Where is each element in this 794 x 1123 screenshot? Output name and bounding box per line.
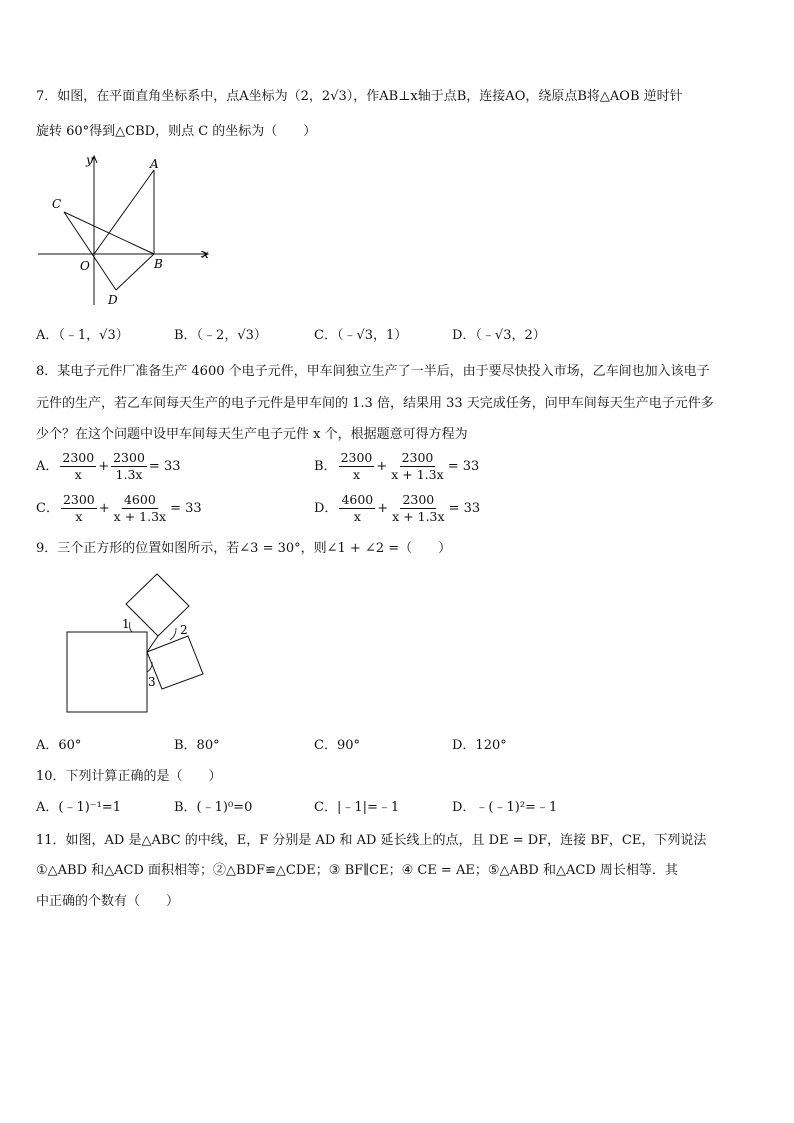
q9-option-a[interactable]: A．60°	[36, 738, 82, 753]
q8-c-rhs: = 33	[170, 500, 202, 516]
q9-text-line1: 9．三个正方形的位置如图所示，若∠3 = 30°，则∠1 + ∠2 =（ ）	[36, 541, 452, 556]
q8-d-rhs: = 33	[448, 500, 481, 516]
q11-text-line1: 11．如图，AD 是△ABC 的中线，E，F 分别是 AD 和 AD 延长线上的点，且 DE = DF，连接 BF，CE，下列说法	[36, 833, 707, 848]
q10-option-a[interactable]: A．(﹣1)⁻¹=1	[36, 800, 122, 815]
q8-a-rhs: = 33	[148, 458, 181, 474]
q8-c-num2: 4600	[123, 492, 156, 507]
q7-text-line2: 旋转 60°得到△CBD，则点 C 的坐标为（ ）	[36, 124, 317, 139]
angle-1-arc	[129, 622, 132, 632]
q10-option-b[interactable]: B．(﹣1)⁰=0	[174, 800, 253, 815]
q8-d-num1: 4600	[341, 492, 374, 507]
q8-b-num1: 2300	[340, 450, 373, 465]
q8-a-num1: 2300	[62, 450, 95, 465]
q8-a-num2: 2300	[113, 450, 145, 465]
q8-option-c[interactable]: C． $\frac{2300}{x}$ + $\frac{4600}{x + 1.3x}$ = 33	[36, 492, 202, 524]
q8-c-den2: x + 1.3x	[113, 509, 167, 524]
q8-d-frac2	[390, 492, 446, 525]
angle-2-arc	[170, 628, 176, 640]
q7-option-b[interactable]: B．（﹣2，√3）	[174, 328, 267, 343]
q7-option-c[interactable]: C．（﹣√3，1）	[314, 328, 408, 343]
label-O: O	[80, 259, 90, 273]
q8-b-den1: x	[352, 467, 360, 482]
q7-coordinate-figure	[30, 150, 220, 310]
q8-option-a-label: A．	[36, 458, 59, 474]
q8-text-line1: 8．某电子元件厂准备生产 4600 个电子元件，甲车间独立生产了一半后，由于要尽快投入市场，乙车间也加入该电子	[36, 364, 710, 379]
q9-squares-figure	[60, 568, 220, 718]
q8-option-d[interactable]: D． $\frac{4600}{x}$ + $\frac{2300}{x + 1.3x}$ = 33	[314, 492, 481, 524]
q8-d-den1: x	[353, 509, 361, 524]
q10-option-c[interactable]: C．|﹣1|=﹣1	[314, 800, 400, 815]
q8-c-den1: x	[75, 509, 83, 524]
q8-d-frac1	[339, 492, 375, 525]
q8-option-b[interactable]: B． $\frac{2300}{x}$ + $\frac{2300}{x + 1.3x}$ = 33	[314, 450, 480, 482]
label-C: C	[52, 197, 62, 211]
q8-b-num2: 2300	[401, 450, 434, 465]
q9-option-b[interactable]: B．80°	[174, 738, 220, 753]
q8-b-rhs: = 33	[447, 458, 480, 474]
q8-text-line2: 元件的生产，若乙车间每天生产的电子元件是甲车间的 1.3 倍，结果用 33 天完成任务，问甲车间每天生产电子元件多	[36, 396, 714, 411]
q8-a-den1: x	[74, 467, 82, 482]
angle-3-label: 3	[148, 675, 156, 689]
q8-c-num1: 2300	[62, 492, 95, 507]
q7-option-d[interactable]: D．（﹣√3，2）	[452, 328, 546, 343]
q8-b-den2: x + 1.3x	[391, 467, 444, 482]
segment-DB	[116, 254, 154, 290]
label-D: D	[108, 293, 118, 307]
q9-option-d[interactable]: D．120°	[452, 738, 507, 753]
label-A: A	[150, 157, 159, 171]
label-B: B	[154, 257, 163, 271]
q8-b-frac1	[339, 450, 375, 483]
q9-option-c[interactable]: C．90°	[314, 738, 360, 753]
q8-option-c-label: C．	[36, 500, 59, 516]
q7-option-a[interactable]: A．（﹣1，√3）	[36, 328, 129, 343]
q8-text-line3: 少个？在这个问题中设甲车间每天生产电子元件 x 个，根据题意可得方程为	[36, 427, 468, 442]
q11-text-line3: 中正确的个数有（ ）	[36, 894, 180, 909]
large-square	[67, 632, 147, 712]
q8-a-frac2	[111, 450, 147, 483]
q10-text-line1: 10．下列计算正确的是（ ）	[36, 769, 222, 784]
q8-b-frac2	[389, 450, 445, 483]
label-y: y	[86, 153, 93, 167]
q11-text-line2: ①△ABD 和△ACD 面积相等；②△BDF≌△CDE；③ BF∥CE；④ CE = AE；⑤△ABD 和△ACD 周长相等．其	[36, 863, 678, 878]
q8-a-den2: 1.3x	[115, 467, 143, 482]
q8-d-den2: x + 1.3x	[392, 509, 445, 524]
q8-a-frac1	[60, 450, 96, 483]
q8-option-a[interactable]: A． $\frac{2300}{x}$ + $\frac{2300}{1.3x}$ = 33	[36, 450, 181, 482]
segment-AO	[94, 170, 154, 254]
label-x: x	[202, 247, 209, 261]
q8-d-num2: 2300	[402, 492, 435, 507]
q8-option-b-label: B．	[314, 458, 337, 474]
angle-2-label: 2	[180, 623, 188, 637]
q8-option-d-label: D．	[314, 500, 338, 516]
q7-text-line1: 7．如图，在平面直角坐标系中，点A坐标为（2，2√3），作AB⊥x轴于点B，连接AO，绕原点B将△AOB 逆时针	[36, 89, 683, 104]
q8-c-frac1	[61, 492, 97, 525]
angle-1-label: 1	[122, 617, 130, 631]
q10-option-d[interactable]: D．﹣(﹣1)²=﹣1	[452, 800, 558, 815]
q8-c-frac2	[112, 492, 168, 525]
